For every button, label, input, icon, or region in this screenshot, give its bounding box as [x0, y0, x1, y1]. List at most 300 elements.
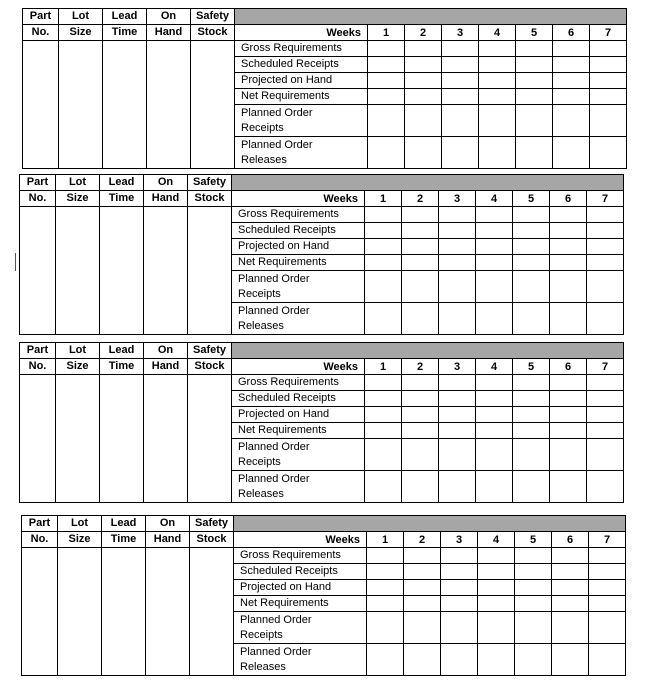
grid-cell[interactable]: [365, 375, 402, 391]
row-label-planned-order-releases: [234, 644, 367, 676]
grid-cell[interactable]: [476, 255, 513, 271]
grid-cell[interactable]: [552, 564, 589, 580]
grid-cell[interactable]: [513, 391, 550, 407]
grid-cell[interactable]: [550, 255, 587, 271]
lead-time-input[interactable]: [102, 548, 146, 676]
grid-cell[interactable]: [587, 223, 624, 239]
grid-cell[interactable]: [367, 548, 404, 564]
part-no-input[interactable]: [23, 41, 59, 169]
lead-time-header-line2: Time: [102, 532, 146, 548]
part-no-header-line2: No.: [22, 532, 58, 548]
grid-cell[interactable]: [442, 73, 479, 89]
row-label-gross-requirements: Gross Requirements: [232, 207, 365, 223]
grid-cell[interactable]: [587, 407, 624, 423]
grid-cell[interactable]: [404, 548, 441, 564]
grid-cell[interactable]: [552, 596, 589, 612]
lead-time-input[interactable]: [100, 207, 144, 335]
grid-cell[interactable]: [439, 439, 476, 471]
grid-cell[interactable]: [479, 73, 516, 89]
grid-cell[interactable]: [439, 391, 476, 407]
grid-cell[interactable]: [513, 407, 550, 423]
grid-cell[interactable]: [365, 303, 402, 335]
grid-cell[interactable]: [513, 223, 550, 239]
week-number: 5: [513, 359, 550, 375]
weeks-label: Weeks: [232, 191, 365, 207]
grid-cell[interactable]: [516, 137, 553, 169]
grid-cell[interactable]: [365, 391, 402, 407]
safety-stock-header: Safety: [188, 175, 232, 191]
header-bar: [234, 516, 626, 532]
grid-cell[interactable]: [550, 207, 587, 223]
grid-cell[interactable]: [479, 41, 516, 57]
on-hand-header: On: [146, 516, 190, 532]
lead-time-header: Lead: [102, 516, 146, 532]
grid-cell[interactable]: [513, 303, 550, 335]
week-number: 5: [515, 532, 552, 548]
safety-stock-input[interactable]: [188, 207, 232, 335]
row-label-planned-order-releases: [232, 471, 365, 503]
row-label-line: Receipts: [240, 628, 283, 641]
grid-cell[interactable]: [439, 423, 476, 439]
row-label-scheduled-receipts: Scheduled Receipts: [235, 57, 368, 73]
safety-stock-header-line2: Stock: [190, 532, 234, 548]
grid-cell[interactable]: [589, 644, 626, 676]
grid-cell[interactable]: [404, 596, 441, 612]
grid-cell[interactable]: [402, 391, 439, 407]
lot-size-input[interactable]: [56, 207, 100, 335]
grid-cell[interactable]: [552, 548, 589, 564]
grid-cell[interactable]: [365, 407, 402, 423]
grid-cell[interactable]: [550, 239, 587, 255]
lot-size-header-line2: Size: [56, 359, 100, 375]
grid-cell[interactable]: [550, 303, 587, 335]
part-no-header: Part: [22, 516, 58, 532]
grid-cell[interactable]: [516, 41, 553, 57]
safety-stock-header-line2: Stock: [191, 25, 235, 41]
week-number: 2: [402, 191, 439, 207]
grid-cell[interactable]: [553, 89, 590, 105]
on-hand-input[interactable]: [144, 375, 188, 503]
grid-cell[interactable]: [587, 391, 624, 407]
lot-size-input[interactable]: [59, 41, 103, 169]
safety-stock-input[interactable]: [191, 41, 235, 169]
grid-cell[interactable]: [476, 303, 513, 335]
grid-cell[interactable]: [550, 423, 587, 439]
lead-time-input[interactable]: [103, 41, 147, 169]
row-label-line: Receipts: [238, 455, 281, 468]
grid-cell[interactable]: [404, 580, 441, 596]
week-number: 1: [365, 359, 402, 375]
grid-cell[interactable]: [442, 137, 479, 169]
row-label-line: Releases: [240, 660, 286, 673]
week-number: 4: [478, 532, 515, 548]
row-label-planned-order-receipts: [234, 612, 367, 644]
grid-cell[interactable]: [476, 239, 513, 255]
grid-cell[interactable]: [439, 375, 476, 391]
grid-cell[interactable]: [513, 375, 550, 391]
grid-cell[interactable]: [590, 41, 627, 57]
week-number: 6: [552, 532, 589, 548]
grid-cell[interactable]: [405, 137, 442, 169]
grid-cell[interactable]: [442, 41, 479, 57]
grid-cell[interactable]: [476, 391, 513, 407]
grid-cell[interactable]: [513, 239, 550, 255]
grid-cell[interactable]: [587, 439, 624, 471]
grid-cell[interactable]: [367, 644, 404, 676]
part-no-header-line2: No.: [20, 191, 56, 207]
on-hand-header: On: [147, 9, 191, 25]
grid-cell[interactable]: [365, 423, 402, 439]
grid-cell[interactable]: [476, 271, 513, 303]
grid-cell[interactable]: [550, 471, 587, 503]
grid-cell[interactable]: [368, 41, 405, 57]
grid-cell[interactable]: [402, 471, 439, 503]
grid-cell[interactable]: [405, 105, 442, 137]
row-label-gross-requirements: Gross Requirements: [234, 548, 367, 564]
grid-cell[interactable]: [589, 580, 626, 596]
grid-cell[interactable]: [402, 271, 439, 303]
header-bar: [232, 343, 624, 359]
lead-time-header: Lead: [103, 9, 147, 25]
row-label-net-requirements: Net Requirements: [235, 89, 368, 105]
on-hand-header-line2: Hand: [146, 532, 190, 548]
row-label-net-requirements: Net Requirements: [234, 596, 367, 612]
row-label-line: Releases: [238, 319, 284, 332]
mrp-table-1: [22, 8, 627, 169]
grid-cell[interactable]: [478, 564, 515, 580]
grid-cell[interactable]: [441, 596, 478, 612]
week-number: 7: [589, 532, 626, 548]
row-label-gross-requirements: Gross Requirements: [232, 375, 365, 391]
grid-cell[interactable]: [439, 223, 476, 239]
week-number: 1: [367, 532, 404, 548]
grid-cell[interactable]: [550, 391, 587, 407]
grid-cell[interactable]: [590, 137, 627, 169]
grid-cell[interactable]: [402, 423, 439, 439]
grid-cell[interactable]: [479, 137, 516, 169]
week-number: 1: [368, 25, 405, 41]
grid-cell[interactable]: [368, 89, 405, 105]
week-number: 4: [476, 191, 513, 207]
row-label-line: Planned Order: [240, 613, 312, 626]
grid-cell[interactable]: [553, 137, 590, 169]
grid-cell[interactable]: [476, 439, 513, 471]
grid-cell[interactable]: [441, 644, 478, 676]
grid-cell[interactable]: [402, 303, 439, 335]
grid-cell[interactable]: [402, 255, 439, 271]
lot-size-header: Lot: [56, 343, 100, 359]
part-no-header: Part: [20, 343, 56, 359]
grid-cell[interactable]: [365, 239, 402, 255]
grid-cell[interactable]: [402, 207, 439, 223]
grid-cell[interactable]: [515, 644, 552, 676]
row-label-line: Planned Order: [238, 272, 310, 285]
week-number: 4: [476, 359, 513, 375]
grid-cell[interactable]: [587, 239, 624, 255]
grid-cell[interactable]: [513, 207, 550, 223]
grid-cell[interactable]: [516, 73, 553, 89]
grid-cell[interactable]: [402, 223, 439, 239]
grid-cell[interactable]: [513, 439, 550, 471]
row-label-scheduled-receipts: Scheduled Receipts: [232, 223, 365, 239]
grid-cell[interactable]: [365, 439, 402, 471]
week-number: 2: [402, 359, 439, 375]
grid-cell[interactable]: [476, 207, 513, 223]
grid-cell[interactable]: [515, 580, 552, 596]
week-number: 1: [365, 191, 402, 207]
grid-cell[interactable]: [405, 57, 442, 73]
grid-cell[interactable]: [515, 548, 552, 564]
lead-time-input[interactable]: [100, 375, 144, 503]
row-label-line: Receipts: [238, 287, 281, 300]
lead-time-header-line2: Time: [100, 359, 144, 375]
grid-cell[interactable]: [439, 207, 476, 223]
week-number: 3: [442, 25, 479, 41]
grid-cell[interactable]: [442, 57, 479, 73]
row-label-net-requirements: Net Requirements: [232, 423, 365, 439]
mrp-table-3: [19, 342, 624, 503]
grid-cell[interactable]: [476, 471, 513, 503]
grid-cell[interactable]: [479, 57, 516, 73]
grid-cell[interactable]: [552, 644, 589, 676]
grid-cell[interactable]: [404, 612, 441, 644]
safety-stock-header: Safety: [190, 516, 234, 532]
grid-cell[interactable]: [402, 439, 439, 471]
grid-cell[interactable]: [368, 105, 405, 137]
grid-cell[interactable]: [513, 271, 550, 303]
lot-size-input[interactable]: [58, 548, 102, 676]
grid-cell[interactable]: [479, 89, 516, 105]
grid-cell[interactable]: [590, 73, 627, 89]
grid-cell[interactable]: [587, 207, 624, 223]
week-number: 6: [550, 191, 587, 207]
grid-cell[interactable]: [404, 564, 441, 580]
row-label-planned-order-receipts: [232, 271, 365, 303]
on-hand-header-line2: Hand: [147, 25, 191, 41]
part-no-header-line2: No.: [20, 359, 56, 375]
grid-cell[interactable]: [589, 612, 626, 644]
lead-time-header: Lead: [100, 343, 144, 359]
row-label-planned-order-releases: [235, 137, 368, 169]
week-number: 6: [550, 359, 587, 375]
row-label-projected-on-hand: Projected on Hand: [235, 73, 368, 89]
lot-size-header: Lot: [59, 9, 103, 25]
part-no-header: Part: [23, 9, 59, 25]
grid-cell[interactable]: [365, 207, 402, 223]
grid-cell[interactable]: [587, 423, 624, 439]
grid-cell[interactable]: [365, 255, 402, 271]
week-number: 6: [553, 25, 590, 41]
row-label-line: Planned Order: [240, 645, 312, 658]
mrp-table-2: [19, 174, 624, 335]
week-number: 7: [590, 25, 627, 41]
grid-cell[interactable]: [478, 612, 515, 644]
header-bar: [232, 175, 624, 191]
lot-size-header-line2: Size: [59, 25, 103, 41]
part-no-header-line2: No.: [23, 25, 59, 41]
part-no-header: Part: [20, 175, 56, 191]
grid-cell[interactable]: [553, 41, 590, 57]
grid-cell[interactable]: [441, 564, 478, 580]
row-label-line: Planned Order: [241, 138, 313, 151]
grid-cell[interactable]: [476, 423, 513, 439]
grid-cell[interactable]: [590, 89, 627, 105]
on-hand-input[interactable]: [146, 548, 190, 676]
grid-cell[interactable]: [404, 644, 441, 676]
row-label-scheduled-receipts: Scheduled Receipts: [234, 564, 367, 580]
on-hand-input[interactable]: [144, 207, 188, 335]
lot-size-input[interactable]: [56, 375, 100, 503]
grid-cell[interactable]: [439, 471, 476, 503]
grid-cell[interactable]: [589, 564, 626, 580]
grid-cell[interactable]: [513, 255, 550, 271]
lead-time-header-line2: Time: [103, 25, 147, 41]
grid-cell[interactable]: [587, 255, 624, 271]
grid-cell[interactable]: [478, 596, 515, 612]
grid-cell[interactable]: [478, 644, 515, 676]
grid-cell[interactable]: [478, 548, 515, 564]
grid-cell[interactable]: [402, 239, 439, 255]
grid-cell[interactable]: [478, 580, 515, 596]
row-label-line: Releases: [241, 153, 287, 166]
grid-cell[interactable]: [368, 57, 405, 73]
week-number: 3: [439, 359, 476, 375]
safety-stock-header: Safety: [188, 343, 232, 359]
header-bar: [235, 9, 627, 25]
grid-cell[interactable]: [367, 564, 404, 580]
grid-cell[interactable]: [402, 375, 439, 391]
part-no-input[interactable]: [20, 375, 56, 503]
grid-cell[interactable]: [365, 271, 402, 303]
lot-size-header-line2: Size: [56, 191, 100, 207]
week-number: 7: [587, 359, 624, 375]
grid-cell[interactable]: [550, 223, 587, 239]
row-label-line: Planned Order: [238, 304, 310, 317]
grid-cell[interactable]: [589, 596, 626, 612]
grid-cell[interactable]: [441, 548, 478, 564]
grid-cell[interactable]: [439, 303, 476, 335]
week-number: 3: [441, 532, 478, 548]
grid-cell[interactable]: [365, 223, 402, 239]
grid-cell[interactable]: [439, 255, 476, 271]
grid-cell[interactable]: [439, 407, 476, 423]
row-label-scheduled-receipts: Scheduled Receipts: [232, 391, 365, 407]
grid-cell[interactable]: [515, 612, 552, 644]
safety-stock-header-line2: Stock: [188, 191, 232, 207]
grid-cell[interactable]: [516, 105, 553, 137]
part-no-input[interactable]: [20, 207, 56, 335]
grid-cell[interactable]: [441, 580, 478, 596]
safety-stock-header: Safety: [191, 9, 235, 25]
grid-cell[interactable]: [405, 89, 442, 105]
grid-cell[interactable]: [515, 596, 552, 612]
on-hand-header: On: [144, 175, 188, 191]
grid-cell[interactable]: [367, 580, 404, 596]
row-label-line: Planned Order: [241, 106, 313, 119]
weeks-label: Weeks: [234, 532, 367, 548]
week-number: 2: [404, 532, 441, 548]
grid-cell[interactable]: [439, 271, 476, 303]
grid-cell[interactable]: [476, 223, 513, 239]
grid-cell[interactable]: [441, 612, 478, 644]
grid-cell[interactable]: [365, 471, 402, 503]
row-label-planned-order-receipts: [235, 105, 368, 137]
part-no-input[interactable]: [22, 548, 58, 676]
grid-cell[interactable]: [553, 105, 590, 137]
grid-cell[interactable]: [476, 407, 513, 423]
row-label-line: Releases: [238, 487, 284, 500]
grid-cell[interactable]: [367, 596, 404, 612]
grid-cell[interactable]: [439, 239, 476, 255]
mrp-table-4: [21, 515, 626, 676]
grid-cell[interactable]: [513, 423, 550, 439]
weeks-label: Weeks: [232, 359, 365, 375]
row-label-projected-on-hand: Projected on Hand: [232, 407, 365, 423]
safety-stock-input[interactable]: [190, 548, 234, 676]
grid-cell[interactable]: [405, 73, 442, 89]
grid-cell[interactable]: [552, 580, 589, 596]
week-number: 5: [516, 25, 553, 41]
row-label-planned-order-releases: [232, 303, 365, 335]
grid-cell[interactable]: [552, 612, 589, 644]
grid-cell[interactable]: [367, 612, 404, 644]
grid-cell[interactable]: [442, 105, 479, 137]
grid-cell[interactable]: [550, 271, 587, 303]
week-number: 2: [405, 25, 442, 41]
grid-cell[interactable]: [550, 407, 587, 423]
grid-cell[interactable]: [550, 375, 587, 391]
lot-size-header-line2: Size: [58, 532, 102, 548]
grid-cell[interactable]: [479, 105, 516, 137]
grid-cell[interactable]: [442, 89, 479, 105]
grid-cell[interactable]: [590, 105, 627, 137]
grid-cell[interactable]: [590, 57, 627, 73]
row-label-net-requirements: Net Requirements: [232, 255, 365, 271]
on-hand-header-line2: Hand: [144, 359, 188, 375]
grid-cell[interactable]: [402, 407, 439, 423]
lead-time-header: Lead: [100, 175, 144, 191]
grid-cell[interactable]: [553, 73, 590, 89]
grid-cell[interactable]: [587, 303, 624, 335]
grid-cell[interactable]: [513, 471, 550, 503]
grid-cell[interactable]: [516, 89, 553, 105]
grid-cell[interactable]: [550, 439, 587, 471]
lot-size-header: Lot: [58, 516, 102, 532]
row-label-line: Planned Order: [238, 472, 310, 485]
grid-cell[interactable]: [515, 564, 552, 580]
grid-cell[interactable]: [368, 137, 405, 169]
safety-stock-input[interactable]: [188, 375, 232, 503]
on-hand-header: On: [144, 343, 188, 359]
grid-cell[interactable]: [476, 375, 513, 391]
grid-cell[interactable]: [587, 271, 624, 303]
grid-cell[interactable]: [587, 471, 624, 503]
grid-cell[interactable]: [516, 57, 553, 73]
grid-cell[interactable]: [405, 41, 442, 57]
lot-size-header: Lot: [56, 175, 100, 191]
grid-cell[interactable]: [587, 375, 624, 391]
grid-cell[interactable]: [553, 57, 590, 73]
lead-time-header-line2: Time: [100, 191, 144, 207]
week-number: 7: [587, 191, 624, 207]
on-hand-input[interactable]: [147, 41, 191, 169]
week-number: 3: [439, 191, 476, 207]
grid-cell[interactable]: [368, 73, 405, 89]
margin-mark: [15, 253, 16, 271]
grid-cell[interactable]: [589, 548, 626, 564]
on-hand-header-line2: Hand: [144, 191, 188, 207]
week-number: 4: [479, 25, 516, 41]
